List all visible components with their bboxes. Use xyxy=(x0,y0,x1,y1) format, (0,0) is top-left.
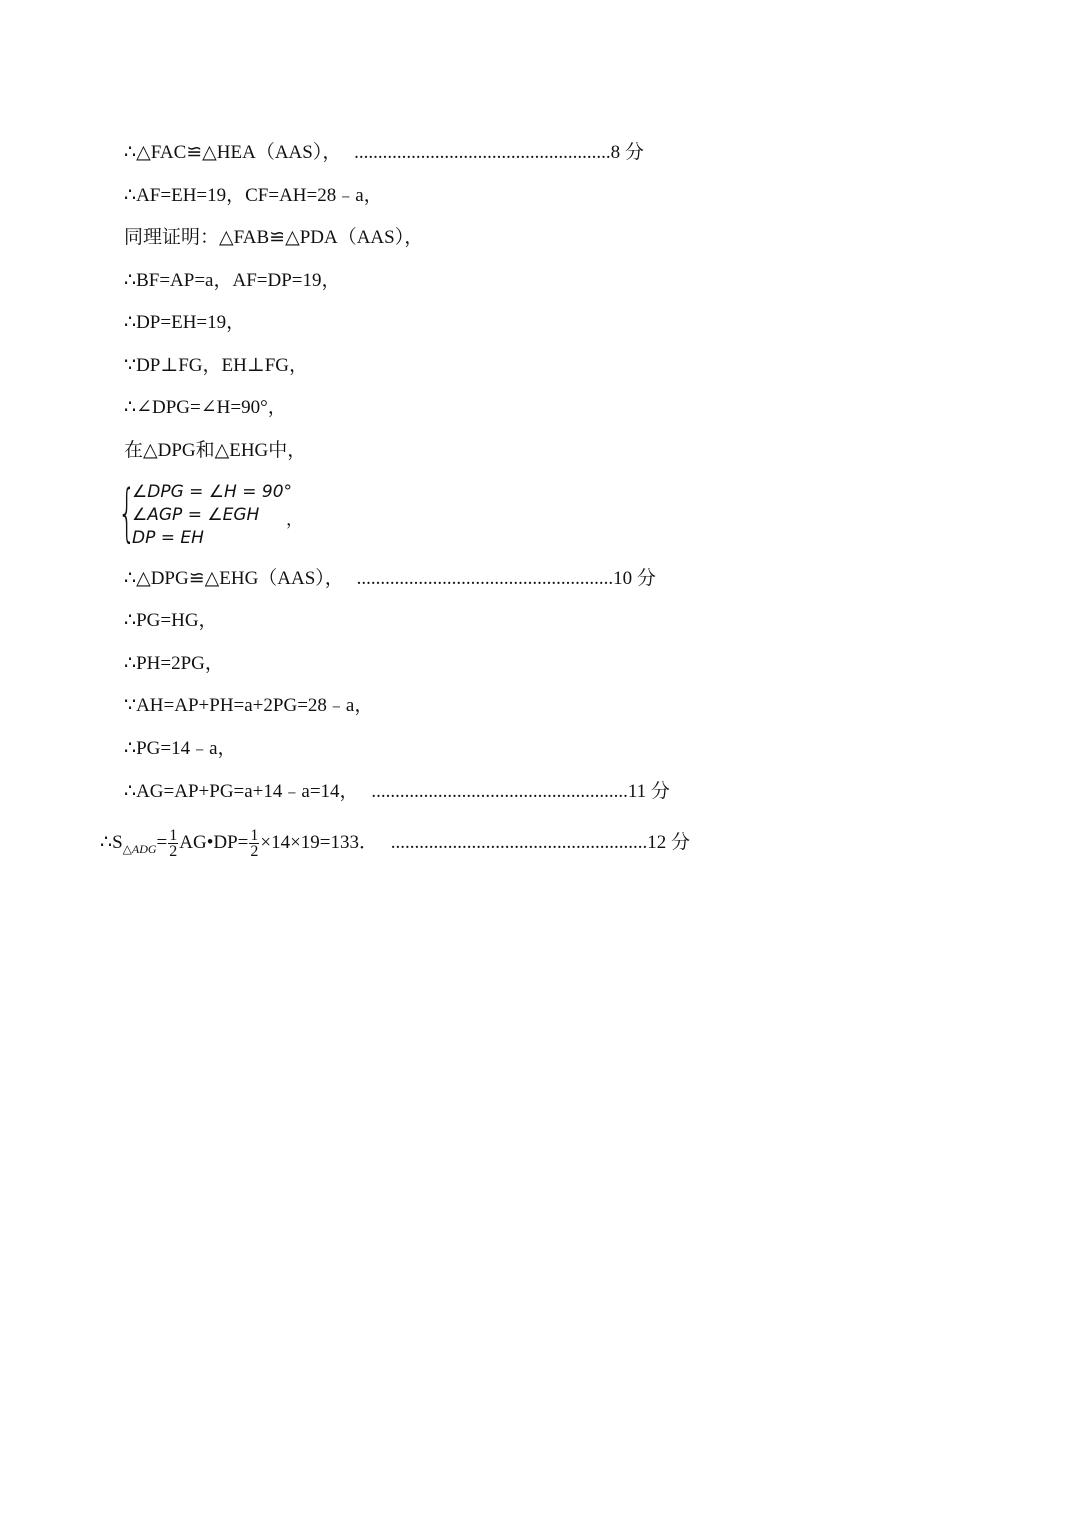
step-text: ∴△FAC≌△HEA（AAS）， xyxy=(124,142,342,163)
left-brace-icon: { xyxy=(118,476,136,549)
step-text: 同理证明：△FAB≌△PDA（AAS）， xyxy=(124,227,424,248)
step-text: ∵DP⊥FG，EH⊥FG， xyxy=(124,355,309,376)
score-mark: 11 分 xyxy=(627,781,670,802)
equals-sign: = xyxy=(156,832,168,853)
step-line xyxy=(124,609,218,633)
system-row: ∠AGP = ∠EGH xyxy=(132,505,260,525)
step-text: ∴AF=EH=19，CF=AH=28﹣a， xyxy=(124,185,383,206)
score-leader-dots: ...................................................... xyxy=(356,568,614,589)
fraction-half xyxy=(168,828,178,859)
step-text: ∵AH=AP+PH=a+2PG=28﹣a， xyxy=(124,695,374,716)
step-line xyxy=(124,652,224,676)
fraction-half xyxy=(249,828,259,859)
step-line xyxy=(124,184,383,208)
step-line xyxy=(124,694,373,718)
fraction-denominator: 2 xyxy=(169,843,178,861)
step-text: ∴∠DPG=∠H=90°， xyxy=(124,397,287,418)
step-text: ∴DP=EH=19， xyxy=(124,312,246,333)
step-line xyxy=(124,396,287,420)
area-result: ×14×19=133． xyxy=(260,832,379,853)
step-line xyxy=(124,780,670,804)
score-leader-dots: ...................................................... xyxy=(371,781,628,802)
score-leader-dots: ...................................................... xyxy=(390,832,648,853)
step-text: ∴BF=AP=a，AF=DP=19， xyxy=(124,270,341,291)
step-line xyxy=(124,269,341,293)
step-text: ∴PH=2PG， xyxy=(124,653,224,674)
step-line xyxy=(124,311,245,335)
score-mark: 8 分 xyxy=(610,142,644,163)
final-area-line xyxy=(100,826,690,866)
step-line xyxy=(124,354,308,378)
system-trailing-comma: ， xyxy=(286,510,303,530)
area-subscript: △ADG xyxy=(122,841,157,856)
step-line xyxy=(124,439,306,463)
score-mark: 10 分 xyxy=(613,568,656,589)
fraction-numerator: 1 xyxy=(250,827,259,845)
step-text: ∴△DPG≌△EHG（AAS）， xyxy=(124,568,344,589)
score-leader-dots: ...................................................... xyxy=(354,142,611,163)
area-expression: AG•DP= xyxy=(179,832,249,853)
step-line xyxy=(124,737,237,761)
step-text: 在△DPG和△EHG中， xyxy=(124,440,307,461)
step-text: ∴PG=14﹣a， xyxy=(124,738,237,759)
system-row: DP = EH xyxy=(132,528,204,548)
system-row: ∠DPG = ∠H = 90° xyxy=(132,482,293,502)
step-line xyxy=(124,226,423,250)
area-symbol: ∴S xyxy=(100,832,123,853)
step-text: ∴PG=HG， xyxy=(124,610,218,631)
score-mark: 12 分 xyxy=(647,832,691,853)
fraction-denominator: 2 xyxy=(250,843,259,861)
fraction-numerator: 1 xyxy=(169,827,178,845)
step-text: ∴AG=AP+PG=a+14﹣a=14， xyxy=(124,781,359,802)
step-line xyxy=(124,567,656,591)
step-line xyxy=(124,141,644,165)
